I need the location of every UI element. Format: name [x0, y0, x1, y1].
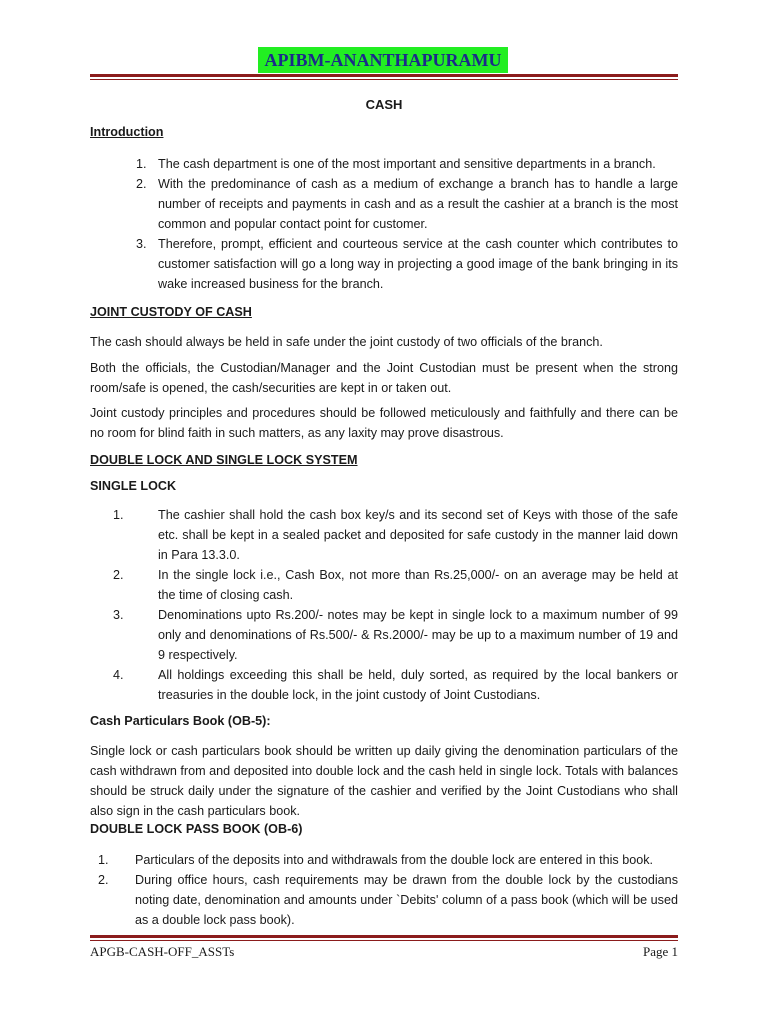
- page-title: CASH: [365, 97, 403, 112]
- footer-document-code: APGB-CASH-OFF_ASSTs: [90, 944, 235, 959]
- list-number: 1.: [113, 508, 124, 522]
- list-text: With the predominance of cash as a medium of exchange a branch has to handle a large number of receipts and payments in cash and as a result the cashier at a branch is the most common and popular contact point for customer.: [158, 177, 678, 231]
- paragraph: The cash should always be held in safe under the joint custody of two officials of the branch.: [90, 335, 603, 349]
- single-lock-heading: SINGLE LOCK: [90, 479, 177, 493]
- list-number: 2.: [136, 177, 147, 191]
- paragraph: Single lock or cash particulars book should be written up daily giving the denomination particulars of the cash withdrawn from and deposited into double lock and the cash held in single lock. Totals with balances should be struck daily under the signature of the cashier and verified by the Joint Custodians who shall also sign in the cash particulars book.: [90, 744, 678, 818]
- double-lock-pass-book-heading: DOUBLE LOCK PASS BOOK (OB-6): [90, 822, 303, 836]
- list-text: In the single lock i.e., Cash Box, not more than Rs.25,000/- on an average may be held at the time of closing cash.: [158, 568, 678, 602]
- list-number: 4.: [113, 668, 124, 682]
- joint-custody-heading: JOINT CUSTODY OF CASH: [90, 305, 252, 319]
- list-number: 1.: [98, 853, 109, 867]
- lock-system-heading: DOUBLE LOCK AND SINGLE LOCK SYSTEM: [90, 453, 358, 467]
- list-text: The cashier shall hold the cash box key/s and its second set of Keys with those of the safe etc. shall be kept in a sealed packet and deposited for safe custody in the manner laid down in Para 13.3.0.: [158, 508, 678, 562]
- list-number: 3.: [136, 237, 147, 251]
- footer-page-number: Page 1: [642, 944, 678, 959]
- list-text: Denominations upto Rs.200/- notes may be kept in single lock to a maximum number of 99 only and denominations of Rs.500/- & Rs.2000/- may be up to a maximum number of 19 and 9 respectively.: [158, 608, 678, 662]
- document-header-title: APIBM-ANANTHAPURAMU: [258, 47, 508, 73]
- paragraph: Joint custody principles and procedures should be followed meticulously and faithfully and there can be no room for blind faith in such matters, as any laxity may prove disastrous.: [90, 406, 678, 440]
- list-number: 2.: [113, 568, 124, 582]
- cash-particulars-heading: Cash Particulars Book (OB-5):: [90, 714, 271, 728]
- list-text: The cash department is one of the most important and sensitive departments in a branch.: [158, 157, 656, 171]
- header-rule-thick: [90, 74, 678, 77]
- list-text: All holdings exceeding this shall be held, duly sorted, as required by the local bankers or treasuries in the double lock, in the joint custody of Joint Custodians.: [158, 668, 678, 702]
- list-text: Particulars of the deposits into and withdrawals from the double lock are entered in this book.: [135, 853, 654, 867]
- introduction-heading: Introduction: [90, 125, 164, 139]
- list-number: 1.: [136, 157, 147, 171]
- paragraph: Both the officials, the Custodian/Manager and the Joint Custodian must be present when the strong room/safe is opened, the cash/securities are kept in or taken out.: [90, 361, 678, 395]
- footer-rule-thin: [90, 940, 678, 941]
- footer-rule-thick: [90, 935, 678, 938]
- header-rule-thin: [90, 79, 678, 80]
- list-text: During office hours, cash requirements may be drawn from the double lock by the custodians noting date, denomination and amounts under `Debits' column of a pass book (which will be used as a double lock pass book).: [135, 873, 678, 927]
- list-number: 2.: [98, 873, 109, 887]
- list-text: Therefore, prompt, efficient and courteous service at the cash counter which contributes to customer satisfaction will go a long way in projecting a good image of the bank bringing in its wake increased business for the branch.: [158, 237, 678, 291]
- list-number: 3.: [113, 608, 124, 622]
